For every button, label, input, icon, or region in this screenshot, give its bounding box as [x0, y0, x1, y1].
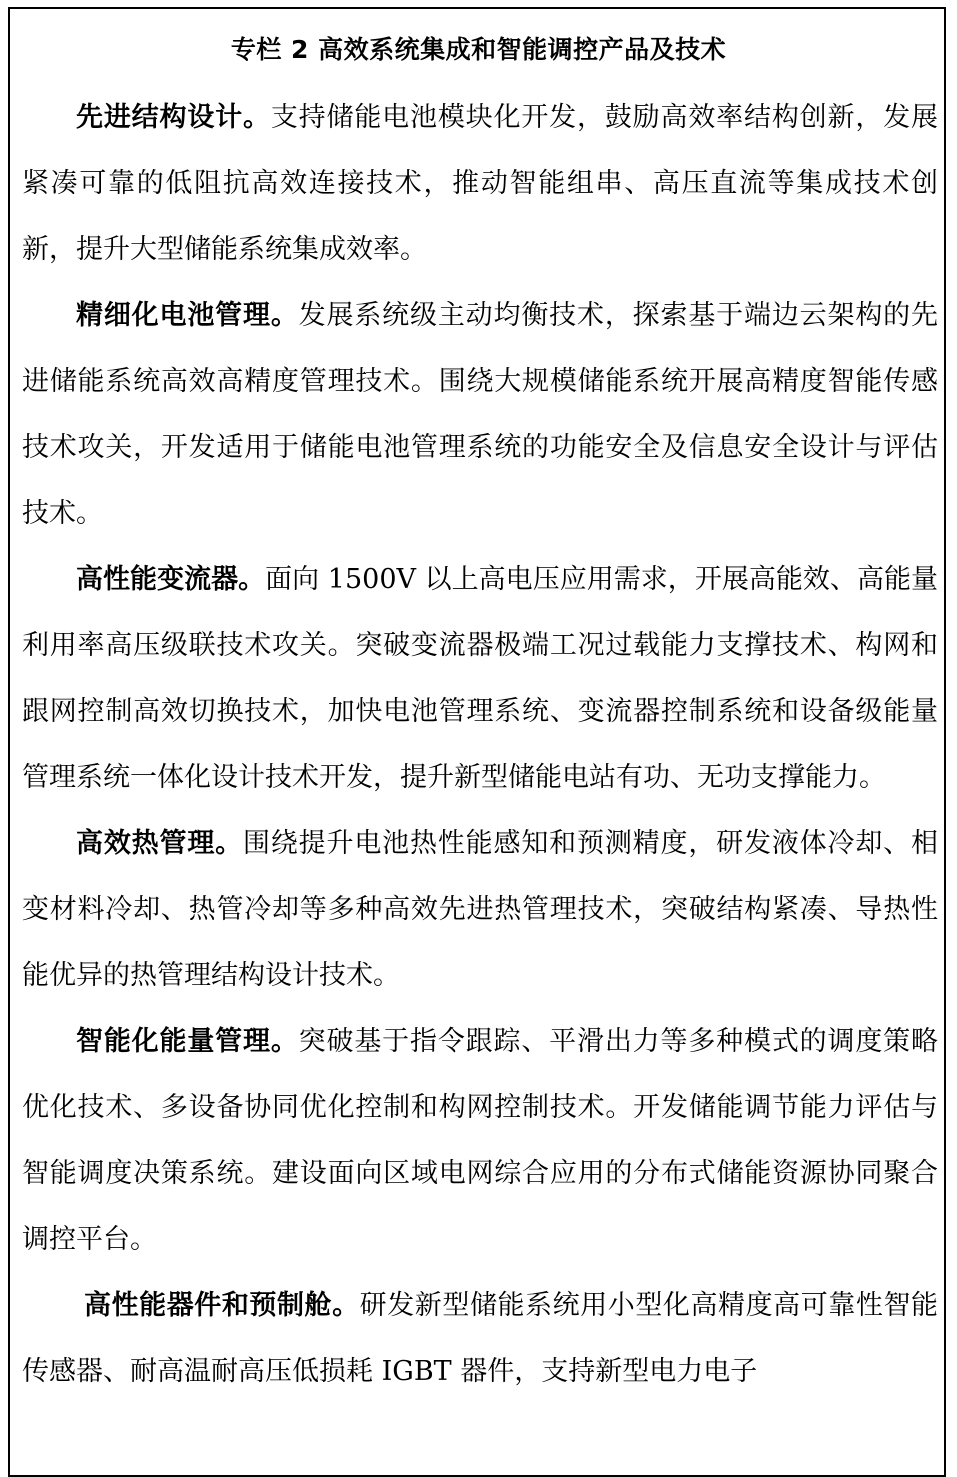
paragraph-lead: 精细化电池管理。 — [76, 300, 299, 331]
paragraph-battery-management — [22, 283, 938, 547]
paragraph-devices-prefab-cabin — [22, 1273, 938, 1405]
paragraph-body: 发展系统级主动均衡技术，探索基于端边云架构的先进储能系统高效高精度管理技术。围绕大规模储能系统开展高精度智能传感技术攻关，开发适用于储能电池管理系统的功能安全及信息安全设计与评估技术。 — [22, 300, 939, 529]
paragraph-lead: 高性能器件和预制舱。 — [84, 1290, 360, 1321]
paragraph-thermal-management — [22, 811, 938, 1009]
paragraph-body: 突破基于指令跟踪、平滑出力等多种模式的调度策略优化技术、多设备协同优化控制和构网控制技术。开发储能调节能力评估与智能调度决策系统。建设面向区域电网综合应用的分布式储能资源协同聚合调控平台。 — [22, 1026, 939, 1255]
paragraph-lead: 智能化能量管理。 — [76, 1026, 299, 1057]
paragraph-converter — [22, 547, 938, 811]
paragraph-lead: 高效热管理。 — [76, 828, 243, 859]
paragraph-lead: 高性能变流器。 — [76, 564, 266, 595]
column-content — [22, 85, 938, 1405]
paragraph-body: 研发新型储能系统用小型化高精度高可靠性智能传感器、耐高温耐高压低损耗 IGBT 器件，支持新型电力电子 — [22, 1290, 939, 1387]
column-title: 专栏 2 高效系统集成和智能调控产品及技术 — [230, 35, 727, 64]
paragraph-energy-management — [22, 1009, 938, 1273]
paragraph-body: 支持储能电池模块化开发，鼓励高效率结构创新，发展紧凑可靠的低阻抗高效连接技术，推动智能组串、高压直流等集成技术创新，提升大型储能系统集成效率。 — [22, 102, 939, 265]
paragraph-body: 围绕提升电池热性能感知和预测精度，研发液体冷却、相变材料冷却、热管冷却等多种高效先进热管理技术，突破结构紧凑、导热性能优异的热管理结构设计技术。 — [22, 828, 938, 991]
paragraph-lead: 先进结构设计。 — [76, 102, 271, 133]
paragraph-structure-design — [22, 85, 938, 283]
paragraph-body: 面向 1500V 以上高电压应用需求，开展高能效、高能量利用率高压级联技术攻关。突破变流器极端工况过载能力支撑技术、构网和跟网控制高效切换技术，加快电池管理系统、变流器控制系统和设备级能量管理系统一体化设计技术开发，提升新型储能电站有功、无功支撑能力。 — [22, 564, 938, 793]
